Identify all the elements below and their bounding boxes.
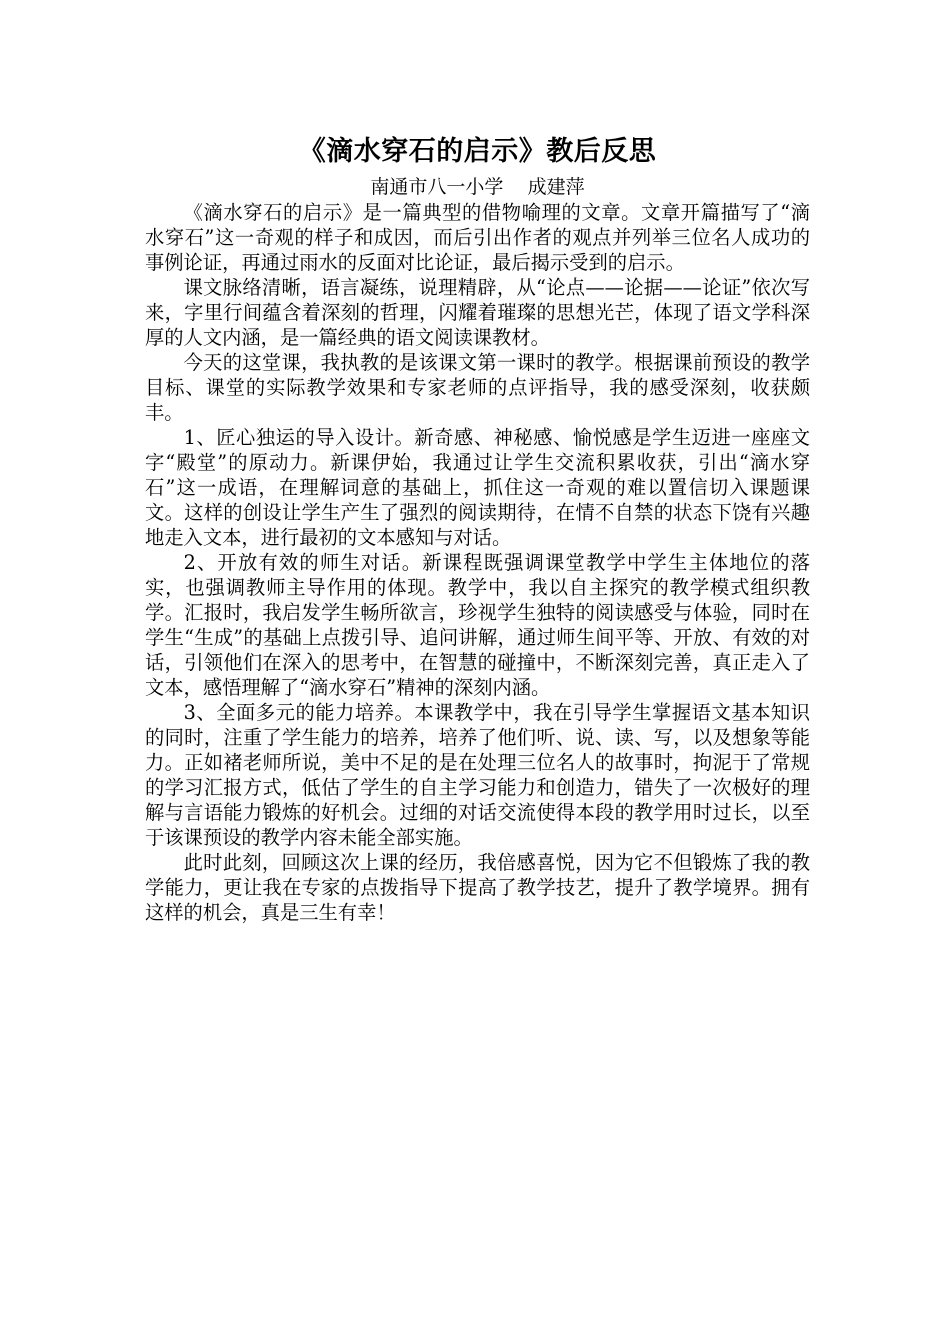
- paragraph-point-3: 3、全面多元的能力培养。本课教学中，我在引导学生掌握语文基本知识的同时，注重了学生能力的培养，培养了他们听、说、读、写，以及想象等能力。正如褚老师所说，美中不足的是在处理三位名人的故事时，拘泥于了常规的学习汇报方式，低估了学生的自主学习能力和创造力，错失了一次极好的理解与言语能力锻炼的好机会。过细的对话交流使得本段的教学用时过长，以至于该课预设的教学内容未能全部实施。: [145, 701, 810, 849]
- paragraph-lesson-overview: 今天的这堂课，我执教的是该课文第一课时的教学。根据课前预设的教学目标、课堂的实际教学效果和专家老师的点评指导，我的感受深刻，收获颇丰。: [145, 351, 810, 424]
- document-body: [145, 133, 810, 925]
- paragraph-structure: 课文脉络清晰，语言凝练，说理精辟，从“论点——论据——论证”依次写来，字里行间蕴含着深刻的哲理，闪耀着璀璨的思想光芒，体现了语文学科深厚的人文内涵，是一篇经典的语文阅读课教材。: [145, 276, 810, 349]
- paragraph-point-2: 2、开放有效的师生对话。新课程既强调课堂教学中学生主体地位的落实，也强调教师主导作用的体现。教学中，我以自主探究的教学模式组织教学。汇报时，我启发学生畅所欲言，珍视学生独特的阅读感受与体验，同时在学生“生成”的基础上点拨引导、追问讲解，通过师生间平等、开放、有效的对话，引领他们在深入的思考中，在智慧的碰撞中，不断深刻完善，真正走入了文本，感悟理解了“滴水穿石”精神的深刻内涵。: [145, 551, 810, 699]
- paragraph-point-1: 1、匠心独运的导入设计。新奇感、神秘感、愉悦感是学生迈进一座座文字“殿堂”的原动力。新课伊始，我通过让学生交流积累收获，引出“滴水穿石”这一成语，在理解词意的基础上，抓住这一奇观的难以置信切入课题课文。这样的创设让学生产生了强烈的阅读期待，在情不自禁的状态下饶有兴趣地走入文本，进行最初的文本感知与对话。: [145, 426, 810, 549]
- paragraph-intro: 《滴水穿石的启示》是一篇典型的借物喻理的文章。文章开篇描写了“滴水穿石”这一奇观的样子和成因，而后引出作者的观点并列举三位名人成功的事例论证，再通过雨水的反面对比论证，最后揭示受到的启示。: [145, 201, 810, 274]
- paragraph-conclusion: 此时此刻，回顾这次上课的经历，我倍感喜悦，因为它不但锻炼了我的教学能力，更让我在专家的点拨指导下提高了教学技艺，提升了教学境界。拥有这样的机会，真是三生有幸！: [145, 851, 810, 924]
- document-title: 《滴水穿石的启示》教后反思: [298, 136, 657, 167]
- author-byline: 南通市八一小学 成建萍: [370, 176, 585, 198]
